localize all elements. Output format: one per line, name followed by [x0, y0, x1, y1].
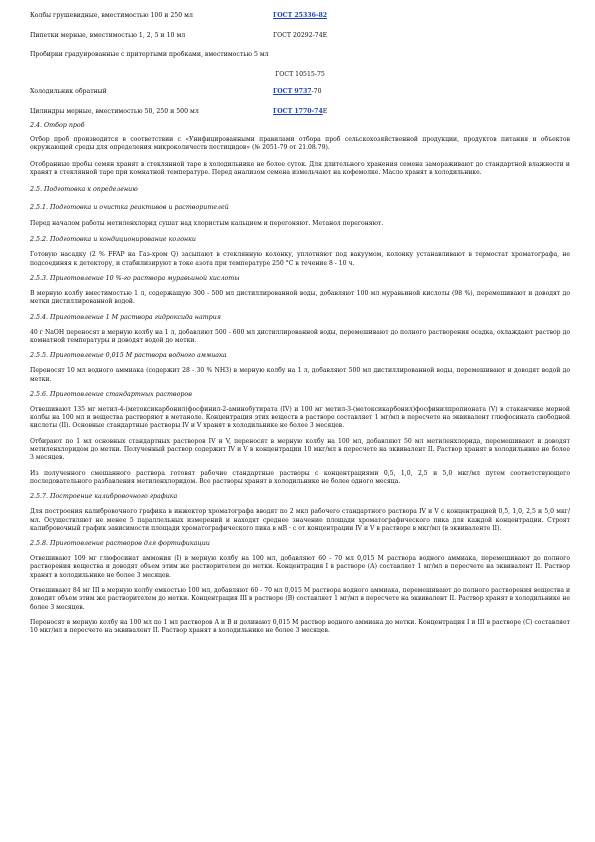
paragraph: Отбирают по 1 мл основных стандартных растворов IV и V, переносят в мерную колбу на 100 мл, добавляют 50 мл метиленхлорида, перемешивают и доводят метиленхлоридом до метки. Полученный раствор содержит IV и V в концентрации 10 мкг/мл в пересчете на эквивалент II. Раствор хранят в холодильнике не более 3 месяцев.	[30, 437, 570, 462]
gost-suffix: Е	[322, 108, 328, 115]
gost-suffix: -70	[311, 88, 322, 95]
paragraph: Отбор проб производится в соответствии с «Унифицированными правилами отбора проб сельскохозяйственной продукции, продуктов питания и объектов окружающей среды для определения микроколичеств пестицидов» (№ 2051-79 от 21.08.79).	[30, 136, 570, 152]
paragraph: Переносят в мерную колбу на 100 мл по 1 мл растворов А и В и доливают 0,015 М раствор водного аммиака до метки. Концентрация I и III в растворе (С) составляет 10 мкг/мл в пересчете на эквивалент II. Раствор хранят в холодильнике не более 3 месяцев.	[30, 618, 570, 635]
equipment-row	[30, 108, 570, 116]
gost-link[interactable]: ГОСТ 1770-74	[273, 108, 323, 115]
gost-text: ГОСТ 20292-74Е	[273, 32, 328, 39]
section-heading: 2.5.1. Подготовка и очистка реактивов и растворителей	[30, 204, 229, 212]
section-heading: 2.5.4. Приготовление 1 М раствора гидроксида натрия	[30, 313, 221, 321]
paragraph: В мерную колбу вместимостью 1 л, содержащую 300 - 500 мл дистиллированной воды, добавляют 100 мл муравьиной кислоты (98 %), перемешивают и доводят до метки дистиллированной водой.	[30, 290, 570, 306]
paragraph: Отобранные пробы семян хранят в стеклянной таре в холодильнике не более суток. Для длительного хранения семена замораживают до стандартной влажности и хранят в стеклянной таре при комнатной температуре. Перед анализом семена измельчают на кофемолке. Масло хранят в холодильнике.	[30, 160, 570, 176]
section-heading: 2.5. Подготовка к определению	[30, 186, 138, 194]
gost-link[interactable]: ГОСТ 25336-82	[273, 12, 328, 19]
paragraph: Переносят 10 мл водного аммиака (содержит 28 - 30 % NH3) в мерную колбу на 1 л, добавляют 500 мл дистиллированной воды, перемешивают и доводят водой до метки.	[30, 367, 570, 383]
equipment-name: Пипетки мерные, вместимостью 1, 2, 5 и 10 мл	[30, 32, 186, 39]
paragraph: Готовую насадку (2 % FFAP на Газ-хром Q) засыпают в стеклянную колонку, уплотняют под вакуумом, колонку устанавливают в термостат хроматографа, не подсоединяя к детектору, и стабилизируют в токе азота при температуре 250 °С в течение 8 - 10 ч.	[30, 251, 570, 267]
section-heading: 2.5.5. Приготовление 0,015 М раствора водного аммиака	[30, 352, 227, 360]
equipment-row	[30, 88, 570, 96]
equipment-name: Колбы грушевидные, вместимостью 100 и 250 мл	[30, 12, 193, 19]
paragraph: Отвешивают 109 мг глюфосинат аммония (I) в мерную колбу на 100 мл, добавляют 60 - 70 мл 0,015 М раствора водного аммиака, перемешивают до полного растворения вещества и доводят объем этим же растворителем до метки. Концентрация I в растворе (А) составляет 1 мг/мл в пересчете на эквивалент II. Раствор хранят в холодильнике не более 3 месяцев.	[30, 555, 570, 579]
paragraph: Перед началом работы метиленхлорид сушат над хлористым кальцием и перегоняют. Метанол перегоняют.	[30, 220, 384, 228]
section-heading: 2.5.2. Подготовка и кондиционирование колонки	[30, 236, 196, 244]
paragraph: Отвешивают 84 мг III в мерную колбу емкостью 100 мл, добавляют 60 - 70 мл 0,015 М раствора водного аммиака, перемешивают до полного растворения вещества и доводят объем этим же растворителем до метки. Концентрация III в растворе (В) составляет 1 мг/мл в пересчете на эквивалент II. Раствор хранят в холодильнике не более 3 месяцев.	[30, 587, 570, 611]
section-heading: 2.5.3. Приготовление 10 %-го раствора муравьиной кислоты	[30, 275, 240, 283]
equipment-name: Холодильник обратный	[30, 88, 107, 95]
paragraph: Для построения калибровочного графика в инжектор хроматографа вводят по 2 мкл рабочего стандартного раствора IV и V с концентрацией 0,5, 1,0, 2,5 и 5,0 мкг/мл. Осуществляют не менее 5 параллельных измерений и находят среднее значение площади хроматографического пика для каждой концентрации. Строят калибровочный график зависимости площади хроматографического пика в мВ · с от концентрации IV и V в растворе в мкг/мл (в эквиваленте II).	[30, 508, 570, 532]
paragraph: 40 г NaOH переносят в мерную колбу на 1 л, добавляют 500 - 600 мл дистиллированной воды, перемешивают до полного растворения осадка, охлаждают раствор до комнатной температуры и доводят водой до метки.	[30, 328, 570, 344]
document-page	[30, 12, 570, 636]
paragraph: Отвешивают 135 мг метил-4-(метоксикарбонил)фосфинил-2-аминобутирата (IV) и 100 мг метил-3-(метоксикарбонил)фосфинилпропионата (V) в стаканчике мерной колбы на 100 мл и вещества растворяют в метаноле. Концентрация этих веществ в растворе составляет 1 мг/мл в пересчете на эквивалент глюфосината свободной кислоты (II). Основные стандартные растворы IV и V хранят в холодильнике не более 3 месяцев.	[30, 405, 570, 430]
equipment-name: Цилиндры мерные, вместимостью 50, 250 и 500 мл	[30, 108, 199, 115]
paragraph: Из полученного смешанного раствора готовят рабочие стандартные растворы с концентрациями 0,5, 1,0, 2,5 и 5,0 мкг/мл путем соответствующего последовательного разбавления метиленхлоридом. Все растворы хранят в холодильнике не более одного месяца.	[30, 469, 570, 485]
gost-centered: ГОСТ 10515-75	[275, 71, 325, 78]
equipment-row	[30, 12, 570, 20]
section-heading: 2.5.6. Приготовление стандартных растворов	[30, 390, 192, 398]
equipment-row	[30, 32, 570, 40]
section-heading: 2.4. Отбор проб	[30, 122, 85, 129]
equipment-row	[30, 51, 570, 59]
section-heading: 2.5.7. Построение калибровочного графика	[30, 493, 178, 501]
equipment-name: Пробирки градуированные с притертыми пробками, вместимостью 5 мл	[30, 51, 269, 58]
gost-link[interactable]: ГОСТ 9737	[273, 88, 312, 95]
section-heading: 2.5.8. Приготовление растворов для фортификации	[30, 540, 210, 548]
